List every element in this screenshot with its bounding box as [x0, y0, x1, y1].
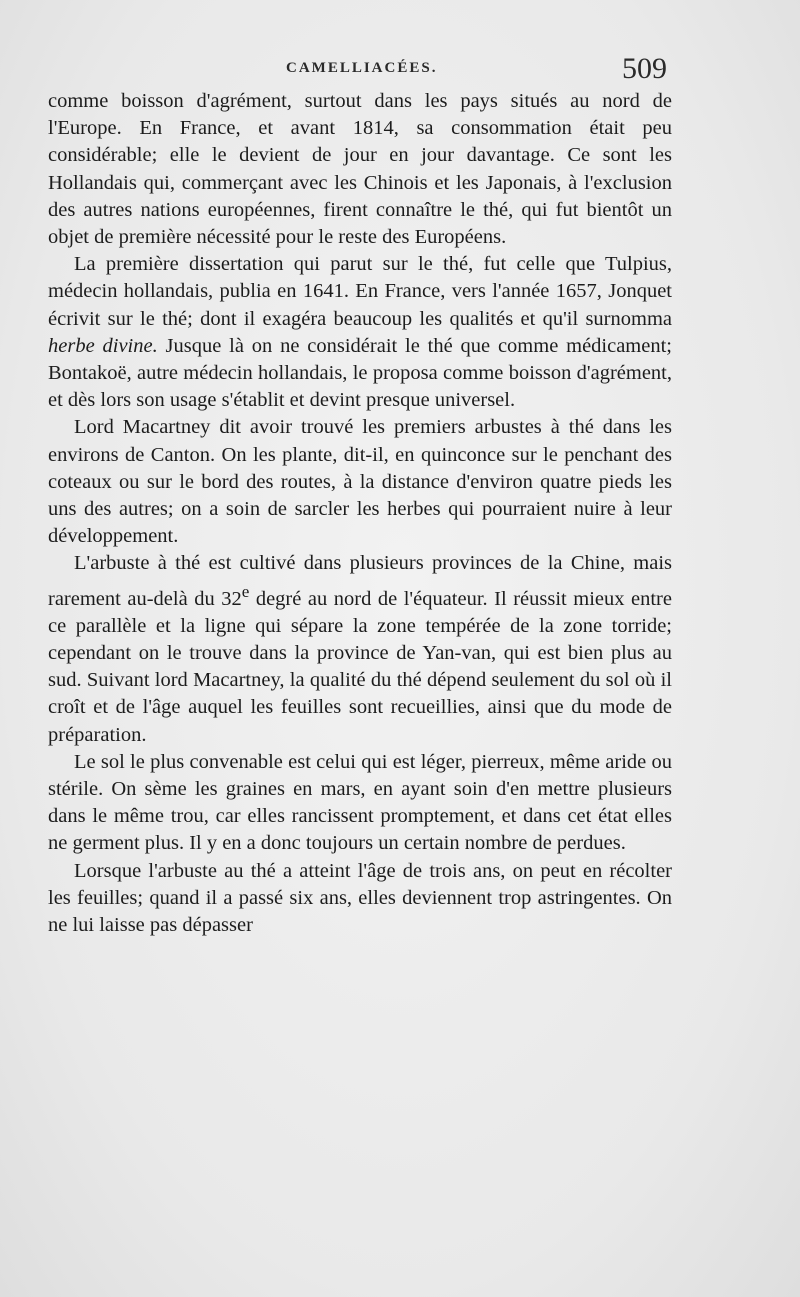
running-title: CAMELLIACÉES.: [286, 60, 438, 76]
paragraph-5: Le sol le plus convenable est celui qui est léger, pierreux, même aride ou stérile. On sème les graines en mars, en ayant soin d'en mettre plusieurs dans le même trou, car elles rancissent promptement, et dans cet état elles ne germent plus. Il y en a donc toujours un certain nombre de perdues.: [48, 750, 672, 855]
paragraph-4: [48, 550, 672, 748]
paragraph-4-superscript: e: [241, 581, 250, 601]
page-number: 509: [622, 52, 667, 85]
paragraph-1: comme boisson d'agrément, surtout dans les pays situés au nord de l'Europe. En France, et avant 1814, sa consommation était peu considérable; elle le devient de jour en jour davantage. Ce sont les Hollandais qui, commerçant avec les Chinois et les Japonais, à l'exclusion des autres nations européennes, firent connaître le thé, qui fut bientôt un objet de première nécessité pour le reste des Européens.: [48, 90, 672, 249]
paragraph-2: [48, 251, 672, 414]
page-header: [0, 52, 800, 92]
body-text: [48, 88, 672, 939]
paragraph-4-text-b: degré au nord de l'équateur. Il réussit mieux entre ce parallèle et la ligne qui sépare la zone tempérée de la zone torride; cependant on le trouve dans la province de Yan-van, qui est bien plus au sud. Suivant lord Macartney, la qualité du thé dépend seulement du sol où il croît et de l'âge auquel les feuilles sont recueillies, ainsi que du mode de préparation.: [48, 587, 672, 746]
paragraph-6: Lorsque l'arbuste au thé a atteint l'âge de trois ans, on peut en récolter les feuilles; quand il a passé six ans, elles deviennent trop astringentes. On ne lui laisse pas dépasser: [48, 859, 672, 936]
paragraph-4-text-a: L'arbuste à thé est cultivé dans plusieurs provinces de la Chine, mais rarement au-delà du 32: [48, 552, 672, 610]
paragraph-2-text-a: La première dissertation qui parut sur le thé, fut celle que Tulpius, médecin hollandais, publia en 1641. En France, vers l'année 1657, Jonquet écrivit sur le thé; dont il exagéra beaucoup les qualités et qu'il surnomma: [48, 253, 672, 330]
paragraph-2-italic: herbe divine.: [48, 334, 158, 357]
paragraph-3: Lord Macartney dit avoir trouvé les premiers arbustes à thé dans les environs de Canton. On les plante, dit-il, en quinconce sur le penchant des coteaux ou sur le bord des routes, à la distance d'environ quatre pieds les uns des autres; on a soin de sarcler les herbes qui pourraient nuire à leur développement.: [48, 416, 672, 548]
paragraph-2-text-b: Jusque là on ne considérait le thé que comme médicament; Bontakoë, autre médecin hollandais, le proposa comme boisson d'agrément, et dès lors son usage s'établit et devint presque universel.: [48, 334, 672, 412]
